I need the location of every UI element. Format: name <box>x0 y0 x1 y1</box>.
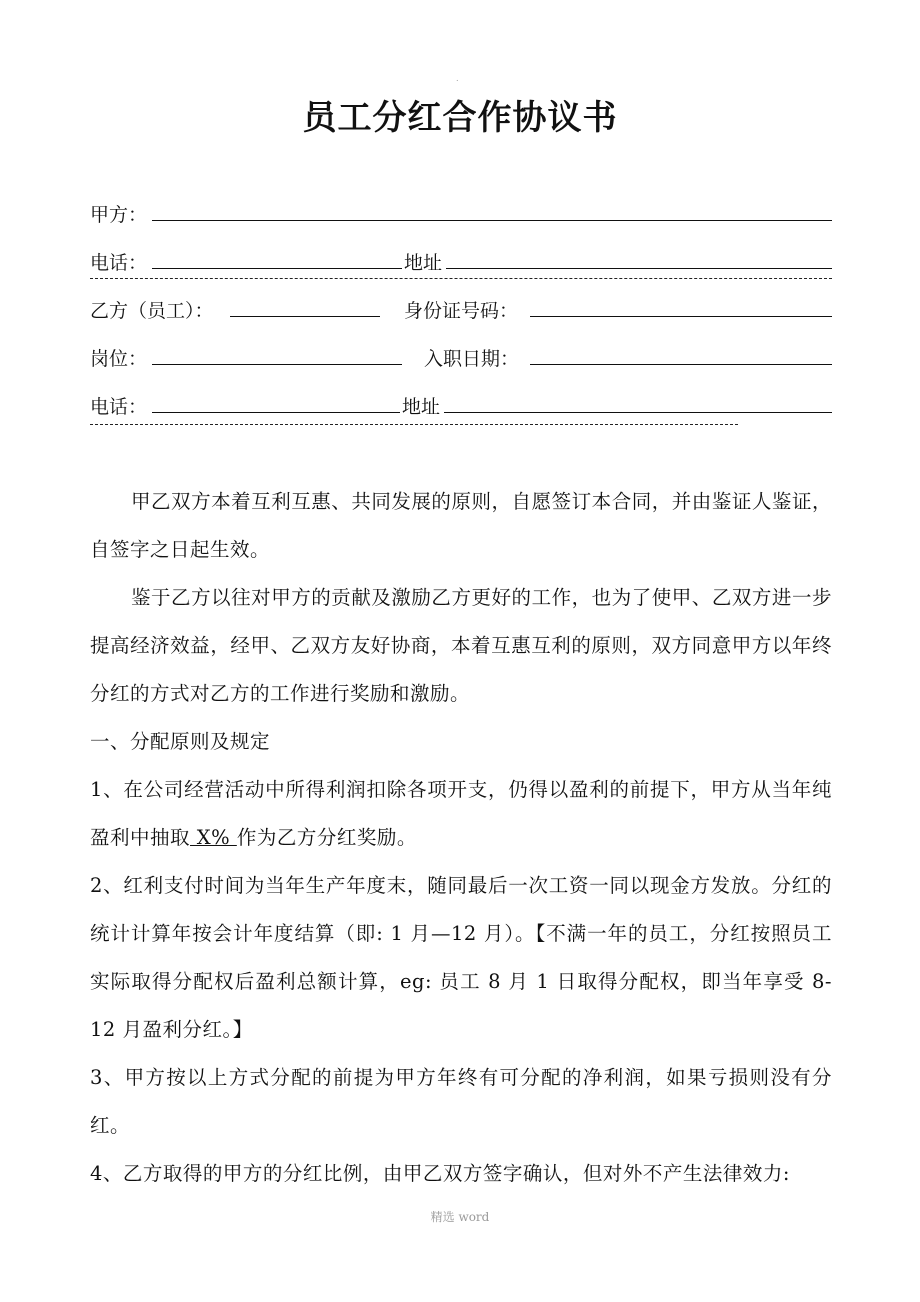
party-b-entry-date-label: 入职日期： <box>424 348 520 370</box>
party-a-phone-blank[interactable] <box>152 268 402 269</box>
intro-paragraph-2: 鉴于乙方以往对甲方的贡献及激励乙方更好的工作，也为了使甲、乙双方进一步提高经济效益，经甲、乙双方友好协商，本着互惠互利的原则，双方同意甲方以年终分红的方式对乙方的工作进行奖励和激励。 <box>90 586 832 705</box>
clause-1-percentage: X% <box>190 826 237 849</box>
document-title: 员工分红合作协议书 <box>302 98 618 138</box>
party-b-phone-label: 电话： <box>90 396 148 418</box>
party-b-position-blank[interactable] <box>152 364 402 365</box>
party-b-entry-date-blank[interactable] <box>530 364 832 365</box>
clause-1 <box>90 766 832 862</box>
party-b-name-blank[interactable] <box>230 316 380 317</box>
party-b-address-label: 地址 <box>402 396 441 418</box>
party-a-blank[interactable] <box>152 220 832 221</box>
dashed-separator-2 <box>90 424 738 425</box>
party-a-label: 甲方： <box>90 204 148 226</box>
clause-4: 4、乙方取得的甲方的分红比例，由甲乙双方签字确认，但对外不产生法律效力: <box>90 1162 790 1185</box>
section-1-heading: 一、分配原则及规定 <box>90 730 271 753</box>
party-b-id-blank[interactable] <box>530 316 832 317</box>
party-a-address-label: 地址 <box>404 252 443 274</box>
clause-3: 3、甲方按以上方式分配的前提为甲方年终有可分配的净利润，如果亏损则没有分红。 <box>90 1066 832 1137</box>
party-a-phone-label: 电话： <box>90 252 148 274</box>
clause-2: 2、红利支付时间为当年生产年度末，随同最后一次工资一同以现金方发放。分红的统计计算年按会计年度结算（即: 1 月—12 月）。【不满一年的员工，分红按照员工实际取得分配权后盈利总额计算，eg: 员工 8 月 1 日取得分配权，即当年享受 8-12 月盈利分红。】 <box>90 874 832 1041</box>
party-b-label: 乙方（员工）： <box>90 300 214 322</box>
dashed-separator-1 <box>90 278 832 279</box>
top-dot: . <box>456 74 459 83</box>
party-b-address-blank[interactable] <box>444 412 832 413</box>
clause-1-after: 作为乙方分红奖励。 <box>236 826 417 849</box>
party-b-id-label: 身份证号码： <box>404 300 519 322</box>
party-b-phone-blank[interactable] <box>152 412 400 413</box>
intro-paragraph-1: 甲乙双方本着互利互惠、共同发展的原则，自愿签订本合同，并由鉴证人鉴证，自签字之日起生效。 <box>90 490 832 561</box>
page-footer: 精选 word <box>430 1210 490 1224</box>
clause-1-before: 1、在公司经营活动中所得利润扣除各项开支，仍得以盈利的前提下，甲方从当年纯盈利中抽取 <box>90 778 832 849</box>
party-a-address-blank[interactable] <box>446 268 832 269</box>
party-b-position-label: 岗位： <box>90 348 148 370</box>
